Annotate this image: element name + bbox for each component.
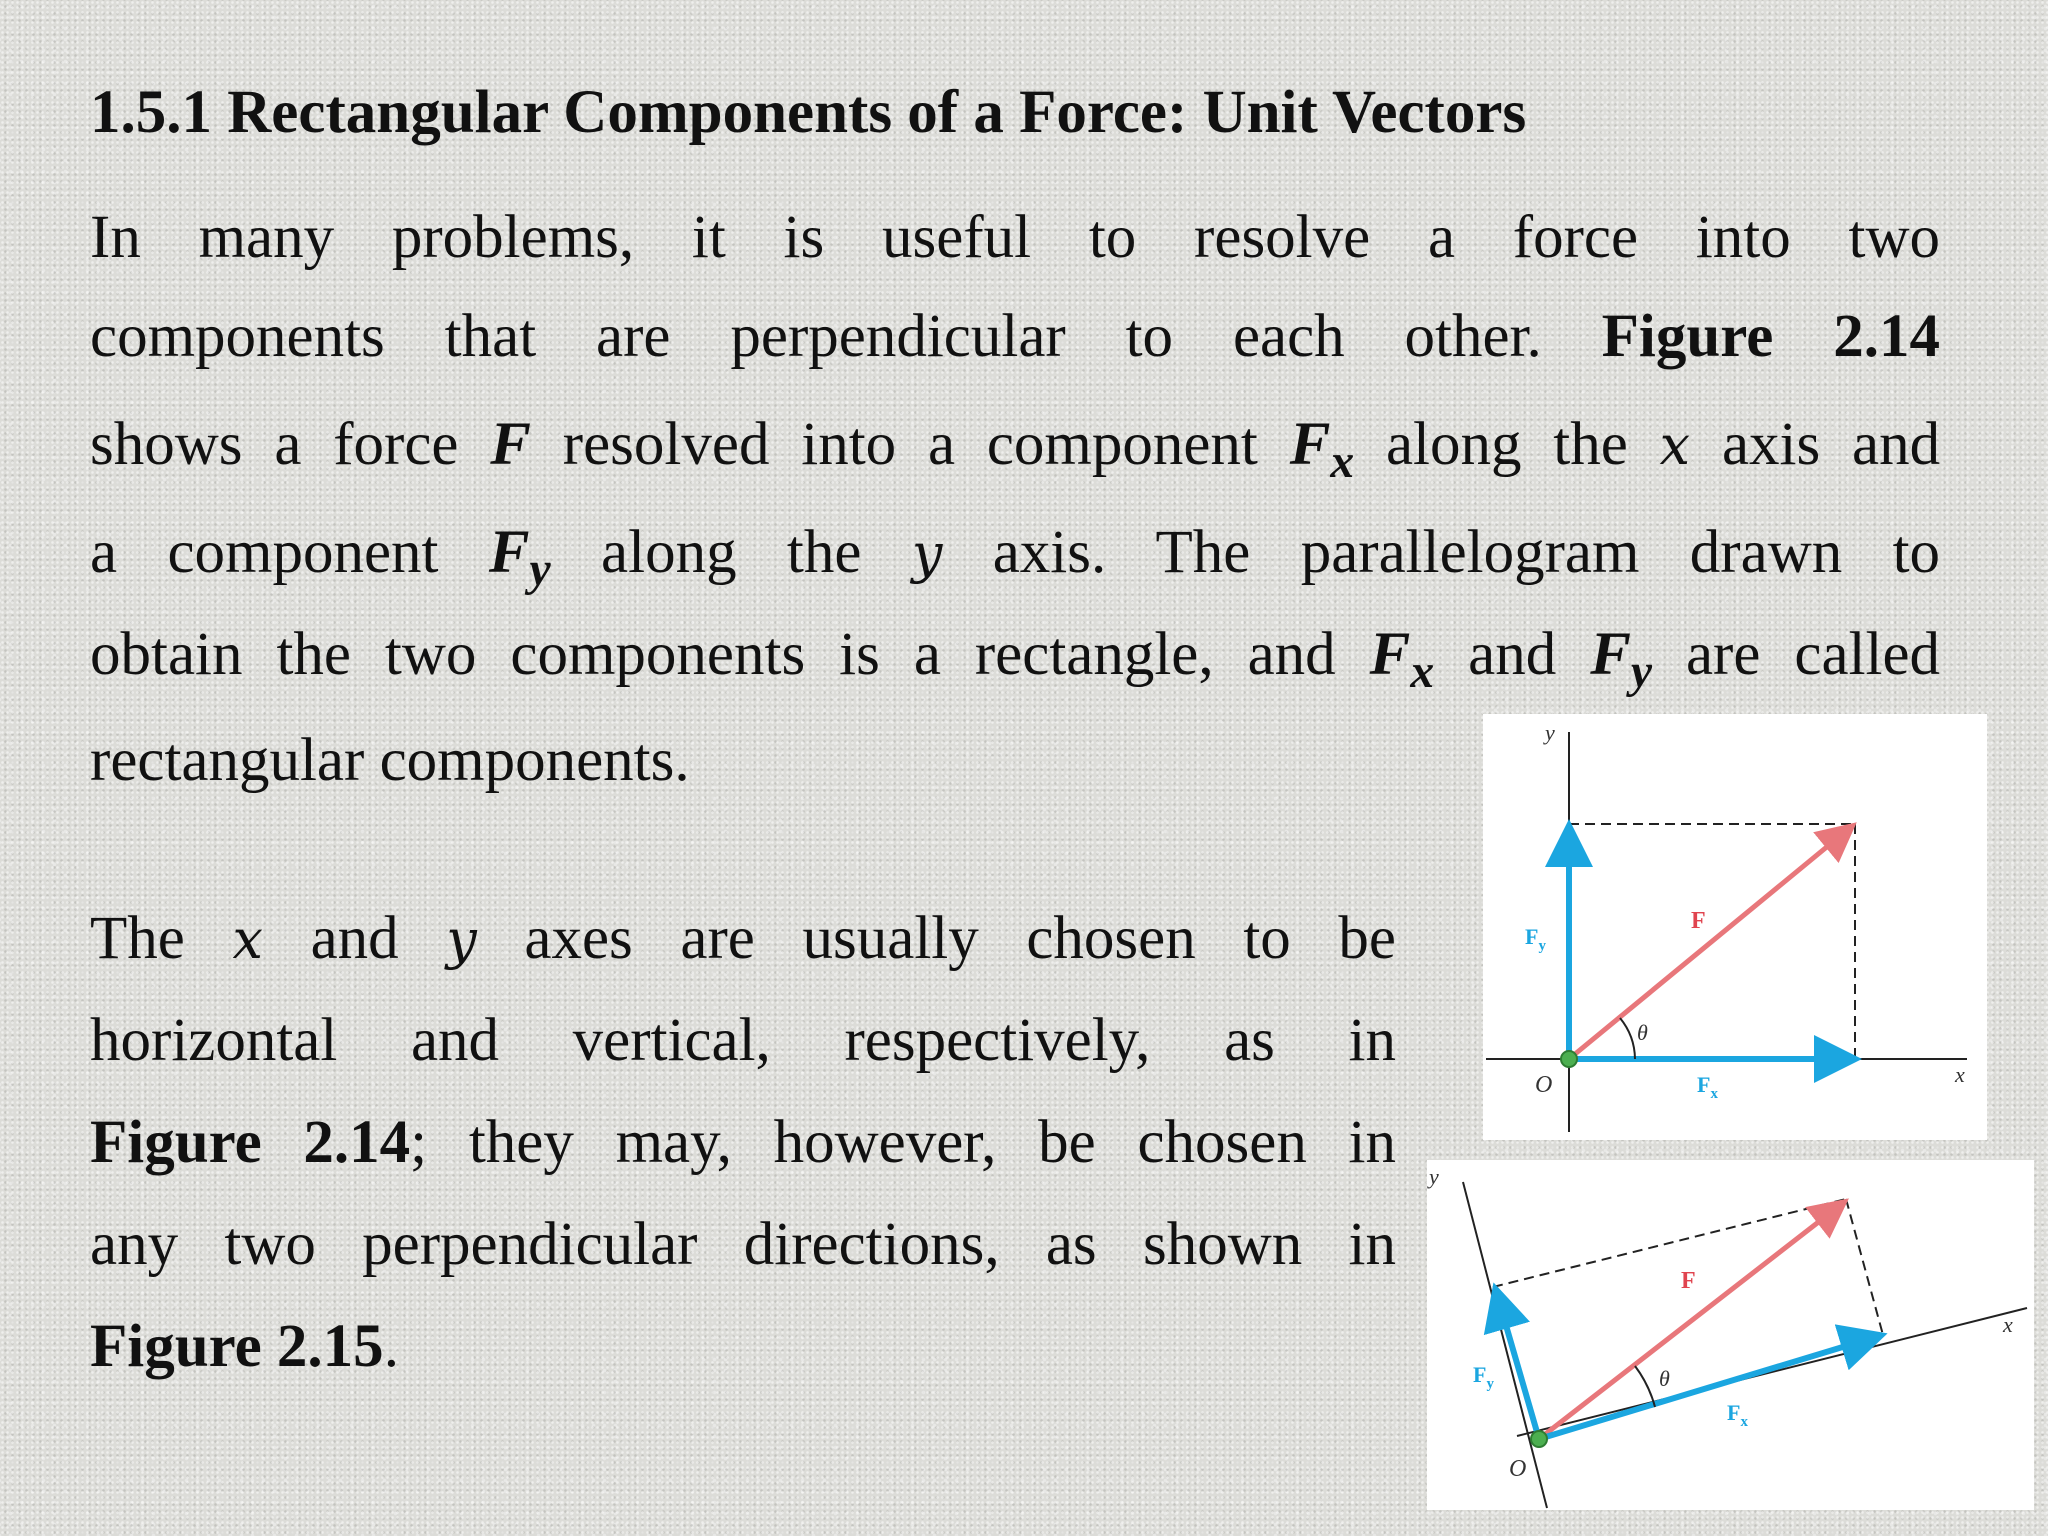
force-vector: [1569, 827, 1851, 1059]
paragraph-2: [90, 888, 1396, 1398]
fx-label: [1697, 1072, 1718, 1102]
para1-text: obtain the two components is a rectangle, and: [90, 621, 1336, 688]
angle-arc: [1620, 1018, 1635, 1059]
fx-base: F: [1369, 621, 1411, 688]
fy-label-sub: y: [1486, 1376, 1494, 1392]
fy-label: [1525, 924, 1546, 954]
y-axis-label: y: [1429, 1164, 1439, 1189]
y-variable: y: [446, 908, 477, 971]
y-axis: [1463, 1182, 1547, 1508]
fy-label-base: F: [1525, 924, 1539, 949]
fx-label-base: F: [1727, 1400, 1741, 1425]
para1-text: axis and: [1721, 411, 1941, 478]
para1-text: along the: [601, 519, 862, 586]
para1-text: are called: [1685, 621, 1941, 688]
origin-point: [1561, 1051, 1577, 1067]
para2-line-1: [90, 888, 1396, 990]
para1-line-6: rectangular components.: [90, 727, 690, 794]
fx-label-base: F: [1697, 1072, 1711, 1097]
para1-line-5: [90, 604, 1940, 706]
fy-symbol: [1590, 621, 1652, 699]
fy-sub: y: [529, 544, 551, 597]
fx-vector: [1539, 1336, 1879, 1439]
origin-label: O: [1535, 1072, 1553, 1098]
force-label: F: [1691, 908, 1706, 934]
para1-line-3: [90, 388, 1940, 502]
para1-text: shows a force: [90, 411, 459, 478]
y-axis-label: y: [1545, 720, 1555, 745]
fy-base: F: [488, 519, 530, 586]
origin-point: [1531, 1431, 1547, 1447]
para1-text: components that are perpendicular to each other.: [90, 303, 1542, 370]
x-variable: x: [1659, 414, 1691, 477]
para2-text: The: [90, 905, 185, 972]
x-axis-label: x: [1955, 1062, 1965, 1087]
fy-sub: y: [1630, 646, 1652, 699]
para1-text: and: [1468, 621, 1557, 688]
para1-line-4: [90, 502, 1940, 604]
y-variable: y: [911, 522, 943, 585]
fx-label-sub: x: [1740, 1414, 1748, 1430]
fy-label-sub: y: [1538, 938, 1546, 954]
para1-line-1: In many problems, it is useful to resolve a force into two: [90, 204, 1940, 271]
fy-symbol: [488, 519, 551, 597]
fx-symbol: [1289, 411, 1355, 489]
para2-text: ; they may, however, be chosen in: [410, 1109, 1396, 1176]
figure-ref: Figure 2.14: [1601, 303, 1940, 370]
force-symbol: F: [490, 411, 531, 478]
para2-text: axes are usually chosen to be: [524, 905, 1396, 972]
page-title: 1.5.1 Rectangular Components of a Force: Unit Vectors: [90, 79, 1527, 146]
angle-label: θ: [1659, 1366, 1670, 1391]
para2-line-4: any two perpendicular directions, as shown in: [90, 1211, 1396, 1278]
fx-symbol: [1369, 621, 1435, 699]
para1-text: along the: [1385, 411, 1628, 478]
origin-label: O: [1509, 1456, 1527, 1482]
figure-ref: Figure 2.14: [90, 1109, 411, 1176]
x-axis-label: x: [2003, 1312, 2013, 1337]
para2-line-5: [90, 1296, 1396, 1398]
para2-line-3: [90, 1092, 1396, 1194]
para2-text: and: [310, 905, 399, 972]
para1-text: axis. The parallelogram drawn to: [992, 519, 1941, 586]
x-variable: x: [232, 908, 263, 971]
force-label: F: [1681, 1268, 1696, 1294]
para2-text: .: [383, 1313, 399, 1380]
para1-text: a component: [90, 519, 439, 586]
figure-2-15: [1427, 1160, 2034, 1510]
fy-label: [1473, 1362, 1494, 1392]
rectangle-right: [1846, 1199, 1883, 1335]
fx-sub: x: [1410, 646, 1435, 699]
angle-label: θ: [1637, 1020, 1648, 1045]
angle-arc: [1635, 1366, 1655, 1407]
para1-line-2: [90, 286, 1940, 388]
para1-text: resolved into a component: [562, 411, 1258, 478]
fx-sub: x: [1330, 436, 1355, 489]
para2-line-2: horizontal and vertical, respectively, as in: [90, 1007, 1396, 1074]
fx-label: [1727, 1400, 1748, 1430]
x-axis: [1517, 1308, 2027, 1436]
figure-ref: Figure 2.15: [90, 1313, 384, 1380]
fy-label-base: F: [1473, 1362, 1487, 1387]
fy-base: F: [1590, 621, 1631, 688]
fy-vector: [1496, 1291, 1539, 1439]
fx-base: F: [1289, 411, 1331, 478]
fx-label-sub: x: [1710, 1086, 1718, 1102]
figure-2-14: [1483, 714, 1987, 1140]
force-vector: [1539, 1203, 1843, 1439]
